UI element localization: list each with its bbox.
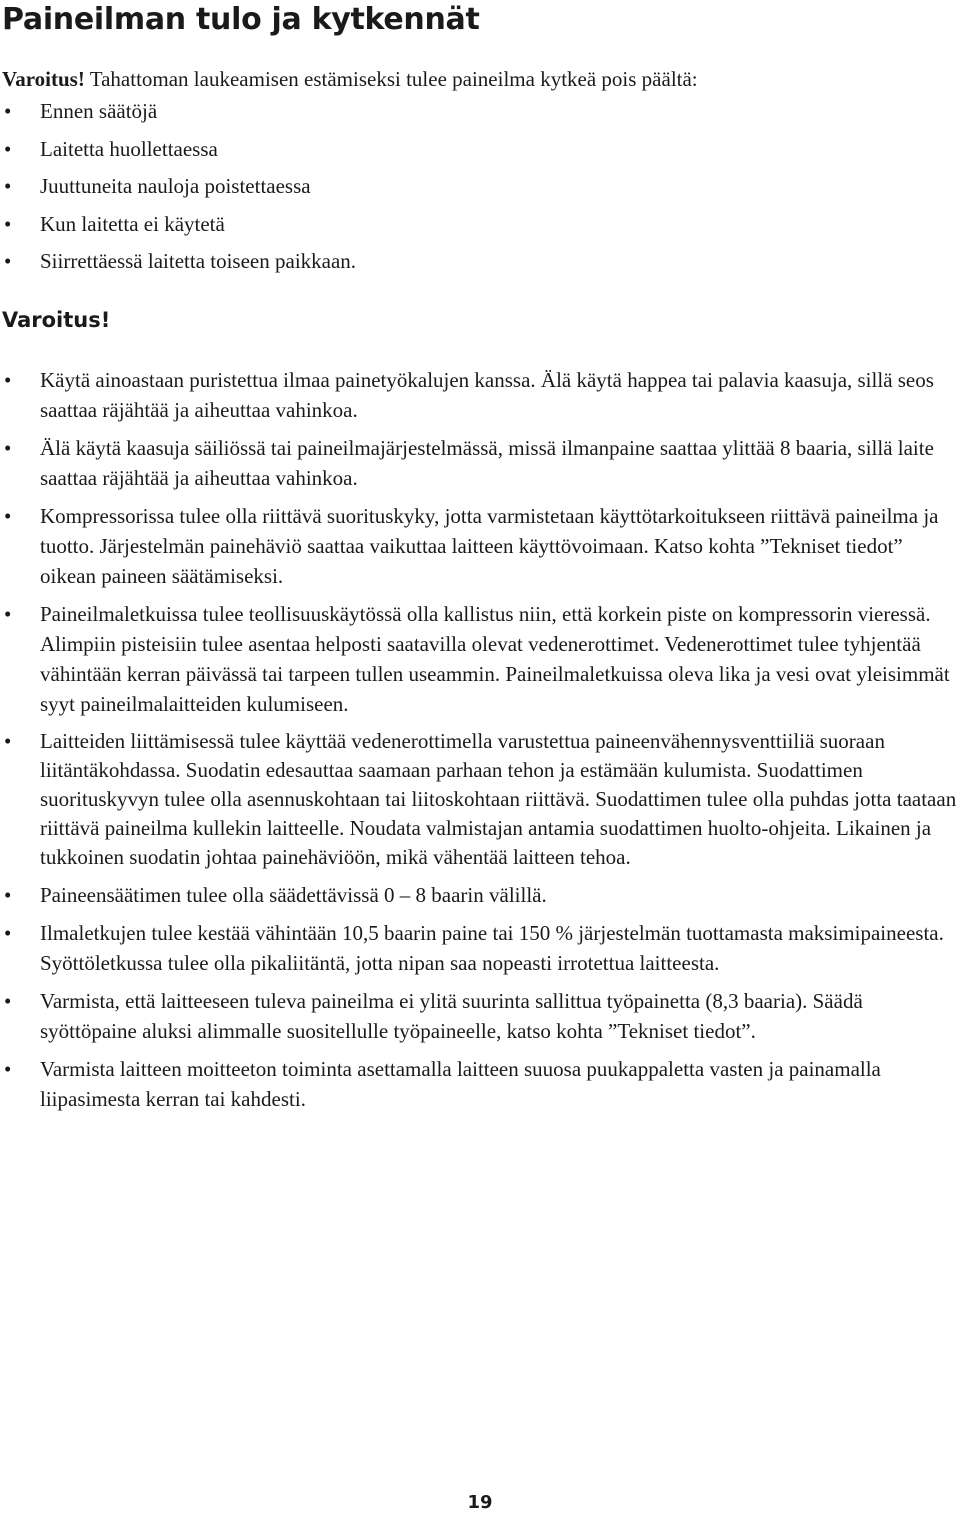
bullet-icon: • — [4, 249, 12, 273]
list-item — [0, 1054, 960, 1114]
list-item — [0, 136, 356, 174]
list-item — [0, 880, 960, 910]
list-item — [0, 501, 960, 591]
list-item-text: Älä käytä kaasuja säiliössä tai paineilmajärjestelmässä, missä ilmanpaine saattaa ylittää 8 baaria, sillä laite saattaa räjähtää ja aiheuttaa vahinkoa. — [40, 436, 934, 490]
list-item — [0, 433, 960, 493]
list-item-text: Kompressorissa tulee olla riittävä suorituskyky, jotta varmistetaan käyttötarkoitukseen riittävä paineilma ja tuotto. Järjestelmän painehäviö saattaa vaikuttaa laitteen käyttövoimaan. Katso kohta ”Tekniset tiedot” oikean paineen säätämiseksi. — [40, 504, 939, 588]
list-item-text: Laitteiden liittämisessä tulee käyttää vedenerottimella varustettua paineenvähennysventtiiliä suoraan liitäntäkohdassa. Suodatin edesauttaa saamaan parhaan tehon ja estämään kulumista. Suodattimen suorituskyvyn tulee olla asennuskohtaan tai liitoskohtaan riittävä. Suodattimen tulee olla puhdas jotta taataan riittävä paineilma kullekin laitteelle. Noudata valmistajan antamia suodattimen huolto-ohjeita. Likainen ja tukkoinen suodatin johtaa painehäviöön, mikä vähentää laitteen tehoa. — [40, 729, 957, 869]
list-item-text: Kun laitetta ei käytetä — [40, 211, 225, 236]
list-item-text: Ennen säätöjä — [40, 99, 158, 123]
bullet-icon: • — [4, 989, 12, 1013]
bullet-icon: • — [4, 368, 12, 392]
list-item-text: Juuttuneita nauloja poistettaessa — [40, 174, 311, 198]
list-item-text: Varmista, että laitteeseen tuleva paineilma ei ylitä suurinta sallittua työpainetta (8,3 baaria). Säädä syöttöpaine aluksi alimmalle suositellulle työpaineelle, katso kohta ”Tekniset tiedot”. — [40, 989, 863, 1043]
intro-warning-label: Varoitus! — [2, 67, 85, 91]
bullet-icon: • — [4, 99, 12, 123]
bullet-icon: • — [4, 921, 12, 945]
page-number: 19 — [467, 1492, 493, 1513]
bullet-icon: • — [4, 136, 12, 161]
list-item-text: Paineensäätimen tulee olla säädettävissä 0 – 8 baarin välillä. — [40, 883, 547, 907]
list-item — [0, 727, 960, 872]
list-item-text: Paineilmaletkuissa tulee teollisuuskäytössä olla kallistus niin, että korkein piste on kompressorin vieressä. Alimpiin pisteisiin tulee asentaa helposti saatavilla olevat vedenerottimet. Vedenerottimet tulee tyhjentää vähintään kerran päivässä tai tarpeen tullen useammin. Paineilmaletkuissa oleva lika ja vesi ovat yleisimmät syyt paineilmalaitteiden kulumiseen. — [40, 602, 950, 716]
disconnect-list — [0, 98, 356, 286]
list-item — [0, 365, 960, 425]
bullet-icon: • — [4, 883, 12, 907]
list-item-text: Siirrettäessä laitetta toiseen paikkaan. — [40, 249, 357, 273]
list-item — [0, 98, 356, 136]
bullet-icon: • — [4, 436, 12, 460]
intro-warning — [2, 66, 952, 93]
list-item-text: Ilmaletkujen tulee kestää vähintään 10,5 baarin paine tai 150 % järjestelmän tuottamasta maksimipaineesta. Syöttöletkussa tulee olla pikaliitäntä, jotta nipan saa nopeasti irrotettua laitteesta. — [40, 921, 944, 975]
warning-heading: Varoitus! — [2, 308, 111, 332]
bullet-icon: • — [4, 1057, 12, 1081]
intro-warning-text: Tahattoman laukeamisen estämiseksi tulee paineilma kytkeä pois päältä: — [84, 67, 698, 91]
bullet-icon: • — [4, 211, 12, 236]
list-item — [0, 918, 960, 978]
list-item-text: Varmista laitteen moitteeton toiminta asettamalla laitteen suuosa puukappaletta vasten ja painamalla liipasimesta kerran tai kahdesti. — [40, 1057, 881, 1111]
list-item — [0, 986, 960, 1046]
bullet-icon: • — [4, 602, 12, 626]
list-item-text: Käytä ainoastaan puristettua ilmaa painetyökalujen kanssa. Älä käytä happea tai palavia kaasuja, sillä seos saattaa räjähtää ja aiheuttaa vahinkoa. — [40, 368, 934, 422]
list-item — [0, 248, 356, 286]
list-item-text: Laitetta huollettaessa — [40, 136, 218, 161]
bullet-icon: • — [4, 504, 12, 528]
warning-list — [0, 365, 960, 1122]
bullet-icon: • — [4, 729, 12, 753]
list-item — [0, 599, 960, 719]
list-item — [0, 211, 356, 249]
list-item — [0, 173, 356, 211]
bullet-icon: • — [4, 174, 12, 198]
page-title: Paineilman tulo ja kytkennät — [2, 2, 480, 37]
